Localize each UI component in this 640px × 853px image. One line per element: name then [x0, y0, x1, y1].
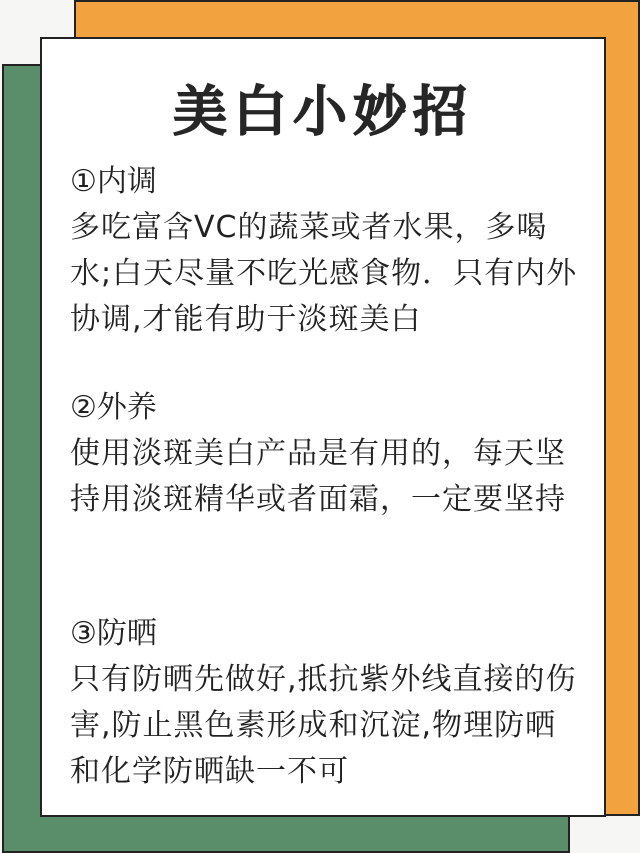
content-card	[40, 37, 606, 817]
section-heading: ③防晒	[70, 616, 157, 651]
section-heading: ②外养	[70, 390, 157, 425]
section-outer-care	[70, 385, 584, 523]
section-sun-protection	[70, 611, 584, 795]
section-body: 只有防晒先做好,抵抗紫外线直接的伤害,防止黑色素形成和沉淀,物理防晒和化学防晒缺一不可	[70, 662, 577, 789]
section-body: 多吃富含VC的蔬菜或者水果，多喝水;白天尽量不吃光感食物．只有内外协调,才能有助于淡斑美白	[70, 210, 578, 337]
section-body: 使用淡斑美白产品是有用的，每天坚持用淡斑精华或者面霜，一定要坚持	[70, 436, 566, 517]
page-title: 美白小妙招	[173, 80, 473, 143]
section-heading: ①内调	[70, 164, 157, 199]
section-inner-care	[70, 159, 584, 343]
